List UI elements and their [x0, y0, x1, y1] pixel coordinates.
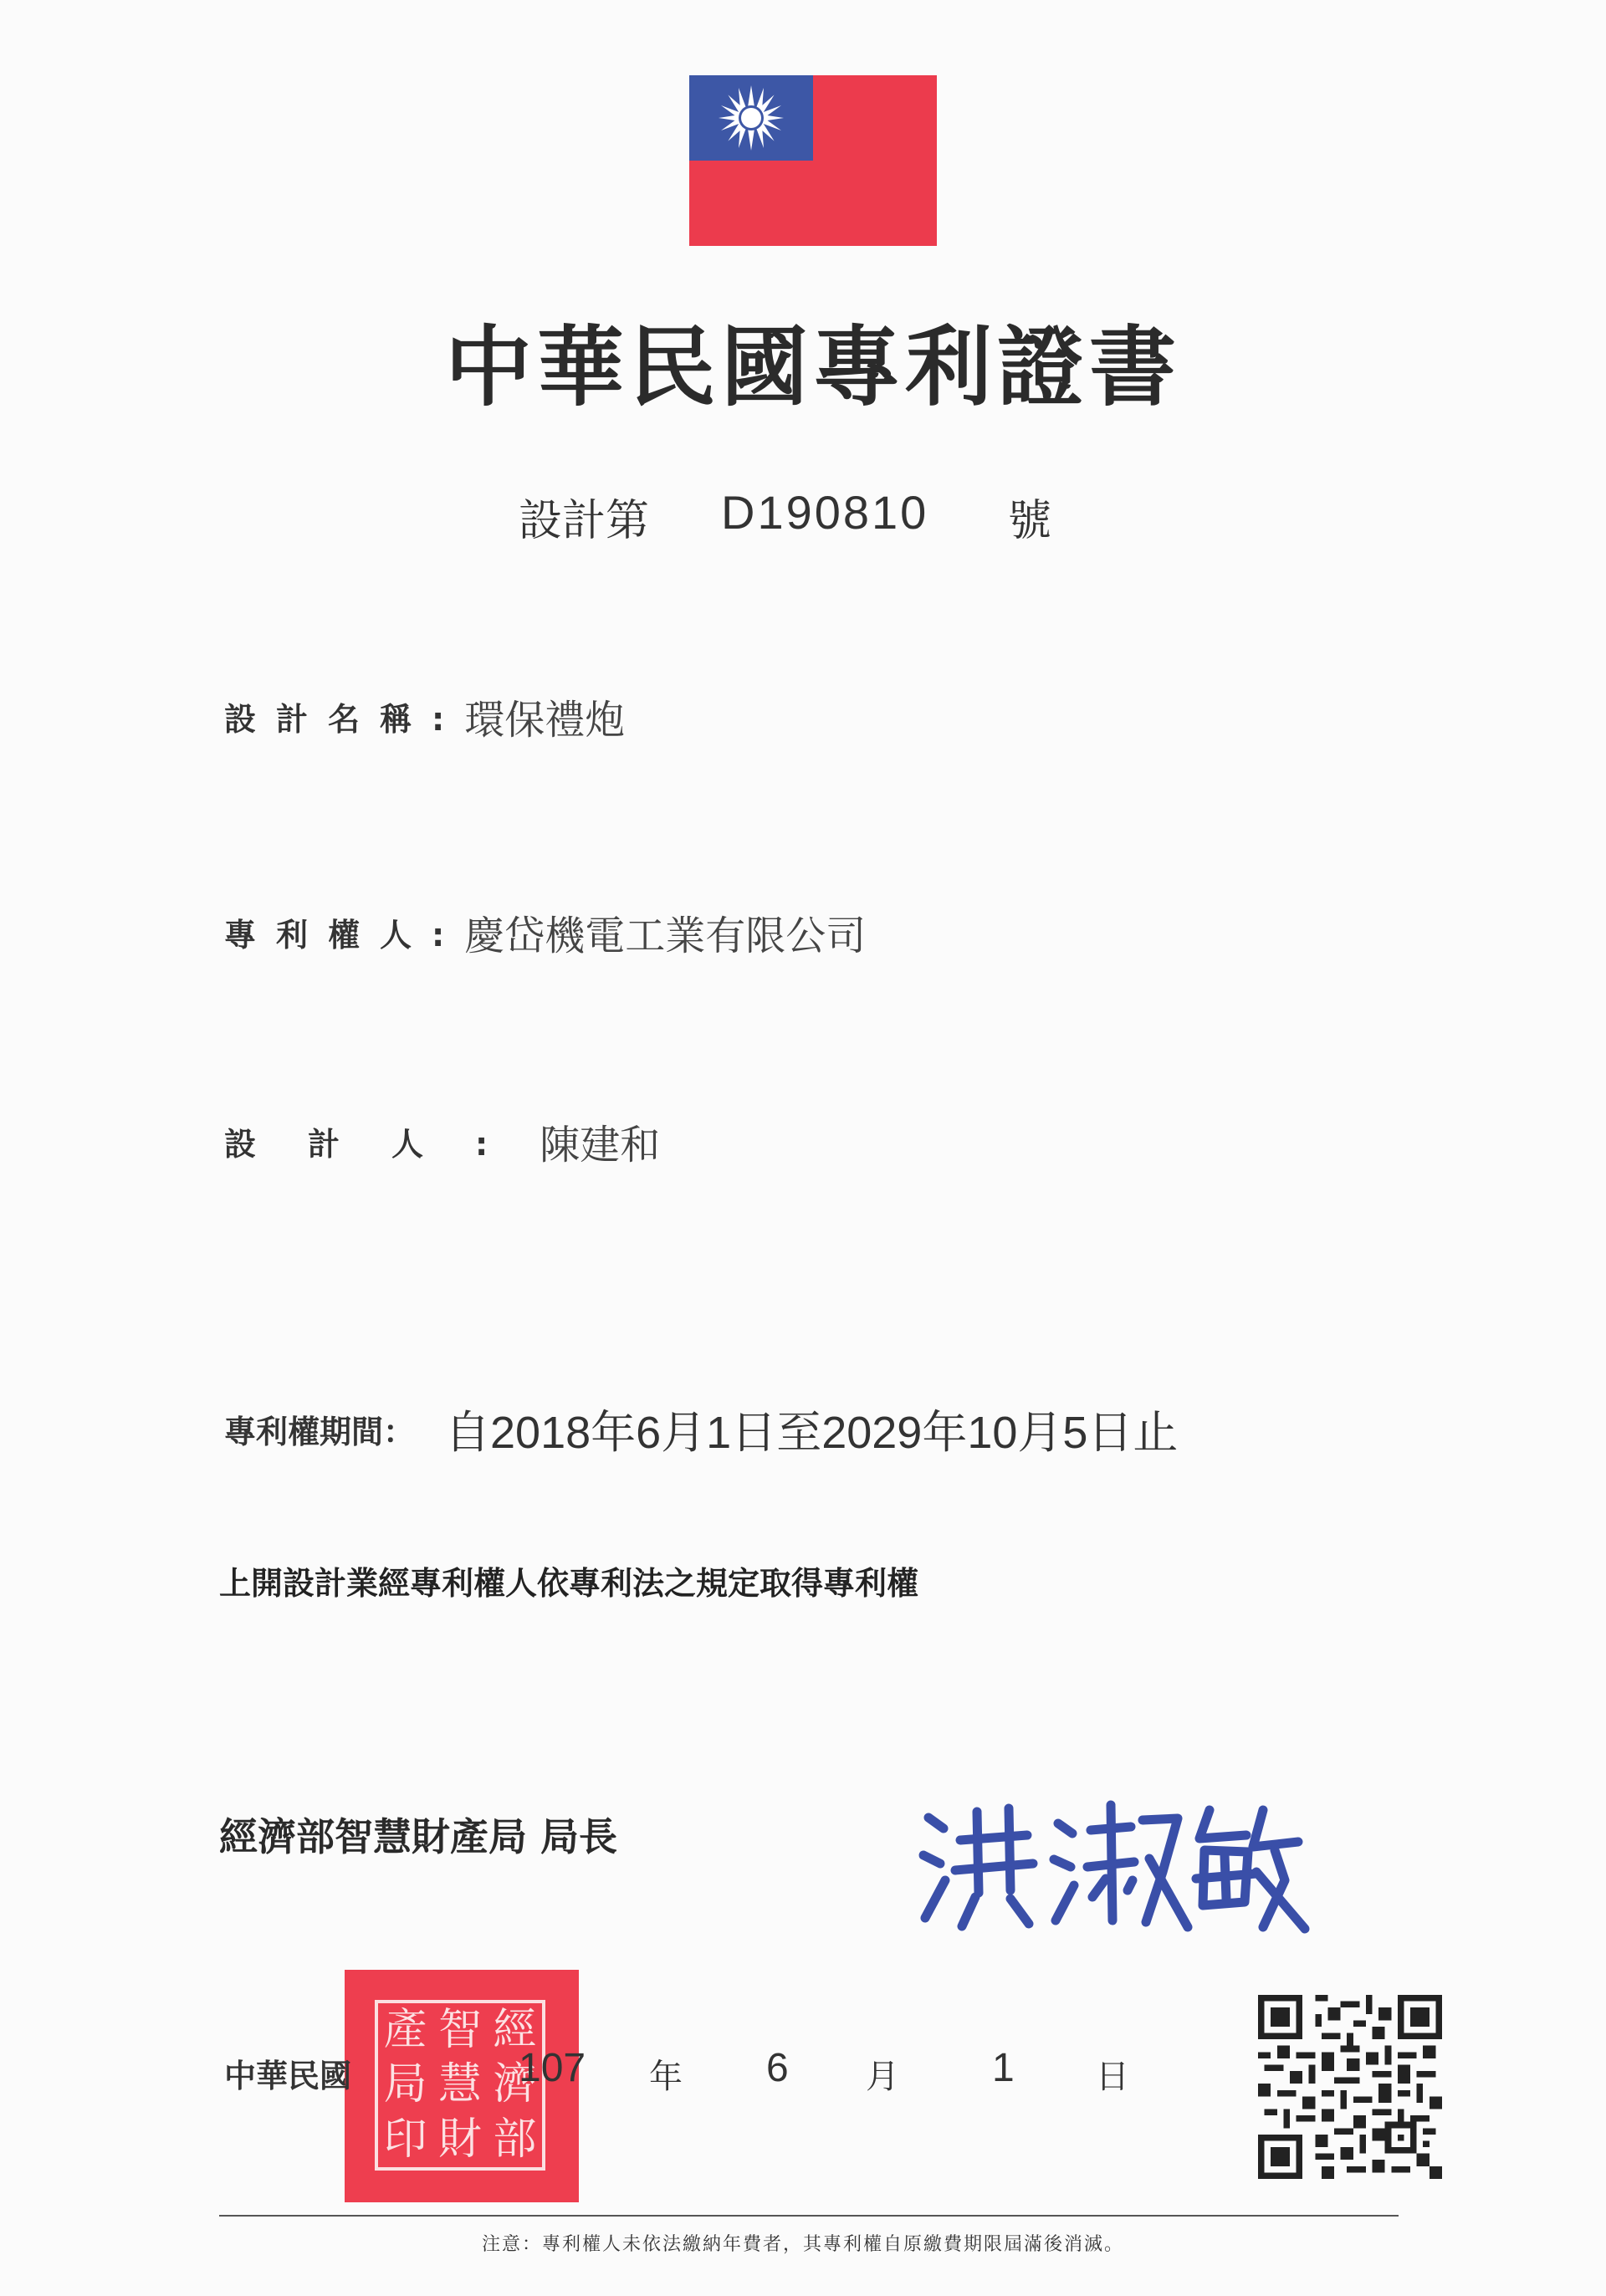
date-day-unit: 日 — [1096, 2058, 1129, 2096]
certificate-title: 中華民國專利證書 — [444, 315, 1181, 418]
qr-code-icon — [1258, 1995, 1442, 2179]
period-value: 自2018年6月1日至2029年10月5日止 — [445, 1408, 1179, 1458]
design-name-label: 設計名稱: — [224, 701, 465, 738]
seal-char: 濟 — [493, 2059, 537, 2110]
patent-period — [224, 1397, 1178, 1461]
footer-note: 注意：專利權人未依法繳納年費者，其專利權自原繳費期限屆滿後消滅。 — [481, 2234, 1124, 2255]
number-label: 設計第 — [519, 496, 650, 546]
seal-char: 產 — [383, 2005, 427, 2055]
patentee-label: 專利權人: — [224, 917, 465, 954]
seal-char: 部 — [493, 2114, 537, 2165]
seal-char: 智 — [437, 2005, 482, 2055]
seal-char: 局 — [383, 2059, 427, 2110]
date-day: 1 — [992, 2046, 1015, 2090]
footer-divider — [219, 2215, 1399, 2217]
certificate-number: D190810 — [721, 486, 929, 539]
seal-char: 經 — [493, 2005, 537, 2055]
seal-char: 慧 — [437, 2059, 482, 2110]
seal-char: 印 — [383, 2114, 427, 2165]
sun-icon — [689, 75, 813, 161]
patentee-value: 慶岱機電工業有限公司 — [464, 913, 867, 959]
designer-value: 陳建和 — [540, 1122, 661, 1168]
design-name-field — [224, 688, 625, 745]
designer-label: 設計人: — [224, 1126, 540, 1163]
designer-field — [224, 1112, 660, 1170]
patentee-field — [224, 903, 866, 961]
grant-statement: 上開設計業經專利權人依專利法之規定取得專利權 — [219, 1565, 919, 1602]
date-year-unit: 年 — [649, 2058, 683, 2096]
period-label: 專利權期間： — [224, 1414, 416, 1450]
seal-char: 財 — [437, 2114, 482, 2165]
date-era: 中華民國 — [224, 2058, 352, 2094]
date-month-unit: 月 — [866, 2058, 899, 2096]
flag-icon — [689, 75, 937, 246]
director-title: 經濟部智慧財產局 局長 — [219, 1814, 618, 1859]
number-suffix: 號 — [1008, 496, 1052, 546]
signature-icon — [912, 1780, 1313, 1947]
design-name-value: 環保禮炮 — [464, 697, 626, 744]
date-month: 6 — [766, 2046, 789, 2090]
date-year: 107 — [519, 2046, 586, 2090]
